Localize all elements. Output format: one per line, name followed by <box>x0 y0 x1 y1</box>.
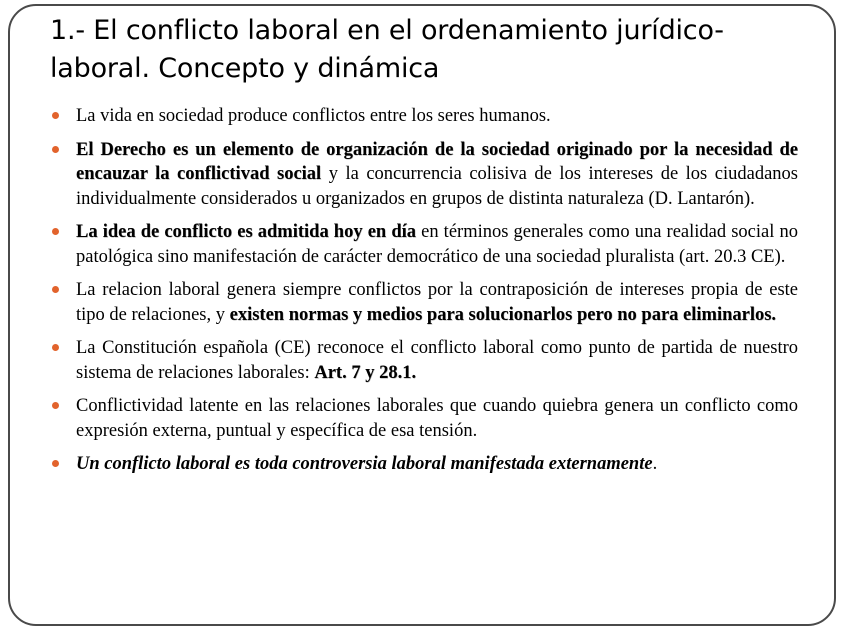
bullet-text: Conflictividad latente en las relaciones laborales que cuando quiebra genera un conflicto como expresión externa, puntual y específica de esa tensión. <box>76 396 798 441</box>
bullet-dot-icon <box>52 402 59 409</box>
bullet-item <box>52 452 798 477</box>
slide-title-line-1: 1.- El conflicto laboral en el ordenamiento jurídico- <box>50 15 724 46</box>
bullet-item <box>52 394 798 443</box>
bullet-dot-icon <box>52 146 59 153</box>
bullet-text: y la concurrencia colisiva de los intereses de los ciudadanos individualmente considerados u organizados en grupos de distinta naturaleza (D. Lantarón). <box>76 164 798 209</box>
bullet-dot-icon <box>52 228 59 235</box>
bullet-text: La Constitución española (CE) reconoce el conflicto laboral como punto de partida de nuestro sistema de relaciones laborales: <box>76 338 798 383</box>
bullet-item <box>52 104 798 129</box>
bullet-item <box>52 278 798 327</box>
bullet-emphasis: La idea de conflicto es admitida hoy en día <box>76 222 416 242</box>
slide-title <box>50 12 810 88</box>
bullet-emphasis: El Derecho es un elemento de organización de la sociedad originado por la necesidad de encauzar la conflictivad social <box>76 139 798 184</box>
bullet-text: en términos generales como una realidad social no patológica sino manifestación de carácter democrático de una sociedad pluralista (art. 20.3 CE). <box>76 222 798 267</box>
bullet-item <box>52 336 798 385</box>
bullet-item <box>52 138 798 212</box>
bullet-emphasis-italic: Un conflicto laboral es toda controversia laboral manifestada externamente <box>76 454 653 474</box>
bullet-text: La relacion laboral genera siempre conflictos por la contraposición de intereses propia de este tipo de relaciones, y <box>76 280 798 325</box>
slide-title-line-2: laboral. Concepto y dinámica <box>50 53 440 84</box>
bullet-dot-icon <box>52 460 59 467</box>
bullet-dot-icon <box>52 112 59 119</box>
bullet-text: . <box>652 454 658 474</box>
bullet-emphasis: existen normas y medios para solucionarlos pero no para eliminarlos. <box>229 304 777 325</box>
bullet-item <box>52 220 798 269</box>
bullet-list <box>52 104 798 486</box>
bullet-dot-icon <box>52 286 59 293</box>
bullet-emphasis: Art. 7 y 28.1. <box>314 362 417 383</box>
bullet-text: La vida en sociedad produce conflictos entre los seres humanos. <box>76 106 551 126</box>
bullet-dot-icon <box>52 344 59 351</box>
